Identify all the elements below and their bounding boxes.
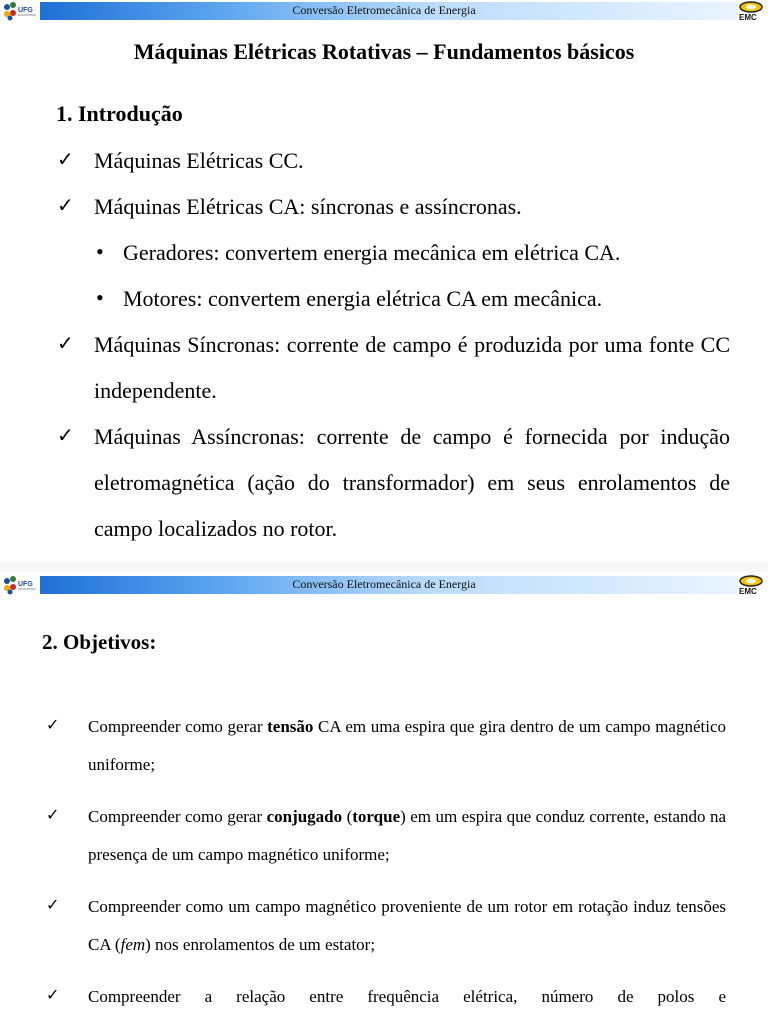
slide-2 <box>0 574 768 1024</box>
objective-tensao: Compreender como gerar tensão CA em uma espira que gira dentro de um campo magnético uniforme; <box>88 717 727 774</box>
svg-text:EMC: EMC <box>739 587 757 596</box>
ufg-logo-icon <box>2 1 40 21</box>
bullet-icon: • <box>96 239 104 264</box>
item-geradores: Geradores: convertem energia mecânica em elétrica CA. <box>123 240 621 265</box>
objective-frequencia: Compreender a relação entre frequência elétrica, número de polos e <box>88 987 726 1006</box>
header-title: Conversão Eletromecânica de Energia <box>292 577 476 591</box>
svg-text:EMC: EMC <box>739 13 757 22</box>
header-title: Conversão Eletromecânica de Energia <box>292 3 476 17</box>
slide-title: Máquinas Elétricas Rotativas – Fundamentos básicos <box>133 39 635 64</box>
check-icon: ✓ <box>46 897 60 914</box>
ufg-logo-icon <box>2 575 40 595</box>
check-icon: ✓ <box>46 807 60 824</box>
page-separator <box>0 562 768 572</box>
check-icon: ✓ <box>57 195 74 217</box>
objective-conjugado: Compreender como gerar conjugado (torque) em um espira que conduz corrente, estando na presença de um campo magnético uniforme; <box>88 807 727 864</box>
slide-header <box>0 574 768 596</box>
slide-header <box>0 0 768 22</box>
objective-fem: Compreender como um campo magnético proveniente de um rotor em rotação induz tensões CA (fem) nos enrolamentos de um estator; <box>88 897 726 954</box>
check-icon: ✓ <box>46 987 60 1004</box>
item-motores: Motores: convertem energia elétrica CA em mecânica. <box>123 286 603 311</box>
bullet-icon: • <box>96 285 104 310</box>
emc-logo-icon <box>736 0 766 22</box>
item-ca: Máquinas Elétricas CA: síncronas e assíncronas. <box>94 194 522 219</box>
check-icon: ✓ <box>57 149 74 171</box>
section-heading-objetivos: 2. Objetivos: <box>42 630 157 654</box>
svg-text:UFG: UFG <box>18 7 33 14</box>
check-icon: ✓ <box>46 717 60 734</box>
item-sincronas: Máquinas Síncronas: corrente de campo é produzida por uma fonte CC independente. <box>94 332 730 403</box>
check-icon: ✓ <box>57 425 74 447</box>
svg-text:UFG: UFG <box>18 581 33 588</box>
item-cc: Máquinas Elétricas CC. <box>94 148 304 173</box>
check-icon: ✓ <box>57 333 74 355</box>
item-assincronas: Máquinas Assíncronas: corrente de campo é fornecida por indução eletromagnética (ação do transformador) em seus enrolamentos de campo localizados no rotor. <box>94 424 730 541</box>
section-heading-intro: 1. Introdução <box>56 101 183 126</box>
emc-logo-icon <box>736 574 766 596</box>
